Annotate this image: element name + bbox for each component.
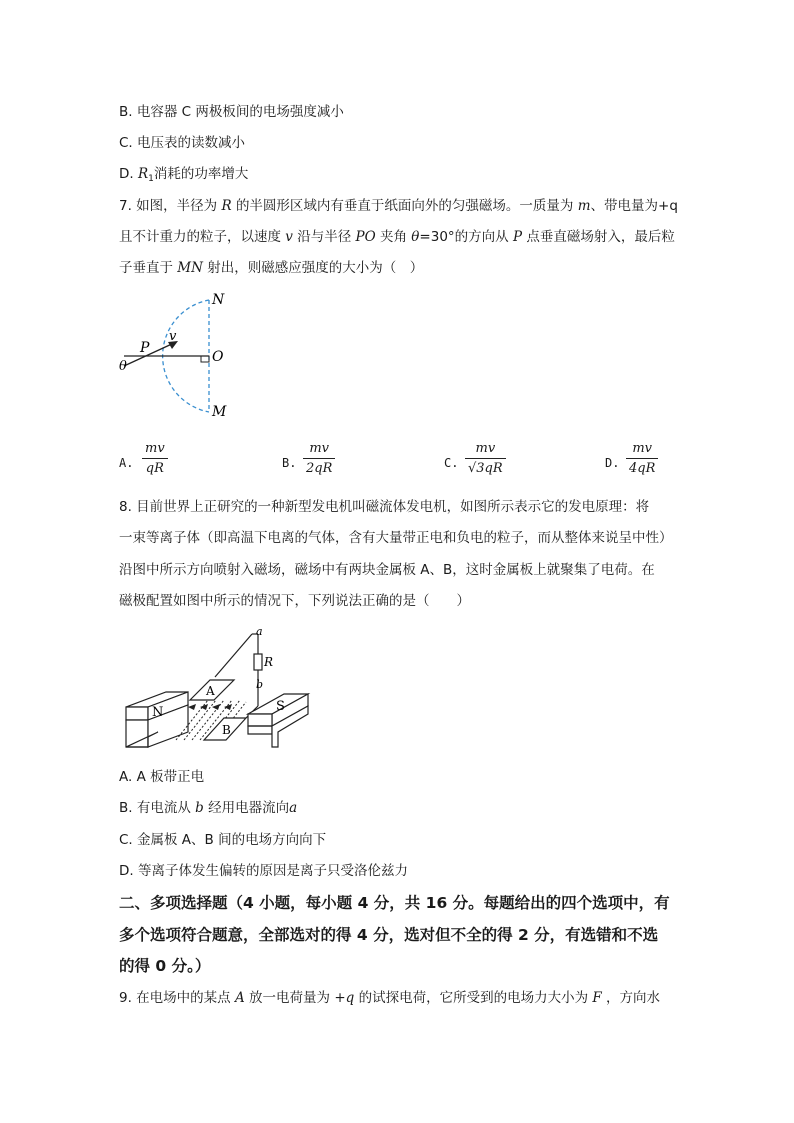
label-theta: θ	[119, 359, 127, 374]
q8-stem-line3: 沿图中所示方向喷射入磁场，磁场中有两块金属板 A、B，这时金属板上就聚集了电荷。在	[119, 562, 655, 578]
q7-option-c-label: C.	[444, 456, 459, 470]
q8-option-d: D. 等离子体发生偏转的原因是离子只受洛伦兹力	[119, 863, 408, 879]
right-angle-mark	[201, 356, 209, 362]
label-b-terminal: b	[256, 678, 264, 691]
label-r: R	[264, 655, 274, 669]
section2-heading-line3: 的得 0 分。）	[119, 957, 211, 975]
label-s-magnet: S	[276, 699, 285, 714]
resistor-r	[254, 654, 262, 670]
q7-option-d-label: D.	[605, 456, 620, 470]
label-plate-b: B	[222, 723, 231, 737]
section2-heading-line1: 二、多项选择题（4 小题，每小题 4 分，共 16 分。每题给出的四个选项中，有	[119, 894, 670, 912]
q7-stem-line2: 且不计重力的粒子，以速度 v 沿与半径 PO 夹角 θ=30°的方向从 P 点垂直磁场射入，最后粒	[119, 229, 675, 245]
option-c-prev: C. 电压表的读数减小	[119, 135, 246, 151]
label-n-magnet: N	[152, 705, 164, 720]
q9-stem-line1: 9. 在电场中的某点 A 放一电荷量为 +q 的试探电荷，它所受到的电场力大小为 F ，方向水	[119, 990, 661, 1006]
q8-option-b: B. 有电流从 b 经用电器流向a	[119, 800, 298, 816]
q7-option-a-fraction: mv qR	[142, 441, 168, 478]
q7-semicircle-figure	[110, 288, 250, 423]
label-o: O	[212, 349, 224, 365]
option-b-prev: B. 电容器 C 两极板间的电场强度减小	[119, 104, 344, 120]
label-v: v	[169, 329, 177, 344]
q7-stem-line1: 7. 如图，半径为 R 的半圆形区域内有垂直于纸面向外的匀强磁场。一质量为 m、带电量为+q	[119, 198, 678, 214]
q7-option-b-label: B.	[282, 456, 297, 470]
q7-option-a-label: A.	[119, 456, 134, 470]
q7-option-d-fraction: mv 4qR	[626, 441, 658, 478]
q7-option-b-fraction: mv 2qR	[303, 441, 335, 478]
q8-stem-line4: 磁极配置如图中所示的情况下，下列说法正确的是（ ）	[119, 593, 470, 609]
option-d-prev: D. $R_1$消耗的功率增大	[119, 166, 249, 184]
q8-stem-line2: 一束等离子体（即高温下电离的气体，含有大量带正电和负电的粒子，而从整体来说呈中性）	[119, 530, 673, 546]
label-p: P	[140, 340, 150, 356]
label-a-terminal: a	[256, 625, 263, 638]
section2-heading-line2: 多个选项符合题意，全部选对的得 4 分，选对但不全的得 2 分，有选错和不选	[119, 926, 659, 944]
label-n: N	[212, 292, 225, 308]
q8-option-c: C. 金属板 A、B 间的电场方向向下	[119, 832, 327, 848]
label-m: M	[212, 404, 227, 420]
label-plate-a: A	[206, 684, 215, 698]
q8-mhd-generator-figure	[118, 622, 348, 752]
q8-option-a: A. A 板带正电	[119, 769, 205, 785]
q7-stem-line3: 子垂直于 MN 射出，则磁感应强度的大小为（ ）	[119, 260, 424, 276]
q8-stem-line1: 8. 目前世界上正研究的一种新型发电机叫磁流体发电机，如图所示表示它的发电原理：将	[119, 499, 650, 515]
q7-option-c-fraction: mv √3qR	[465, 441, 506, 478]
